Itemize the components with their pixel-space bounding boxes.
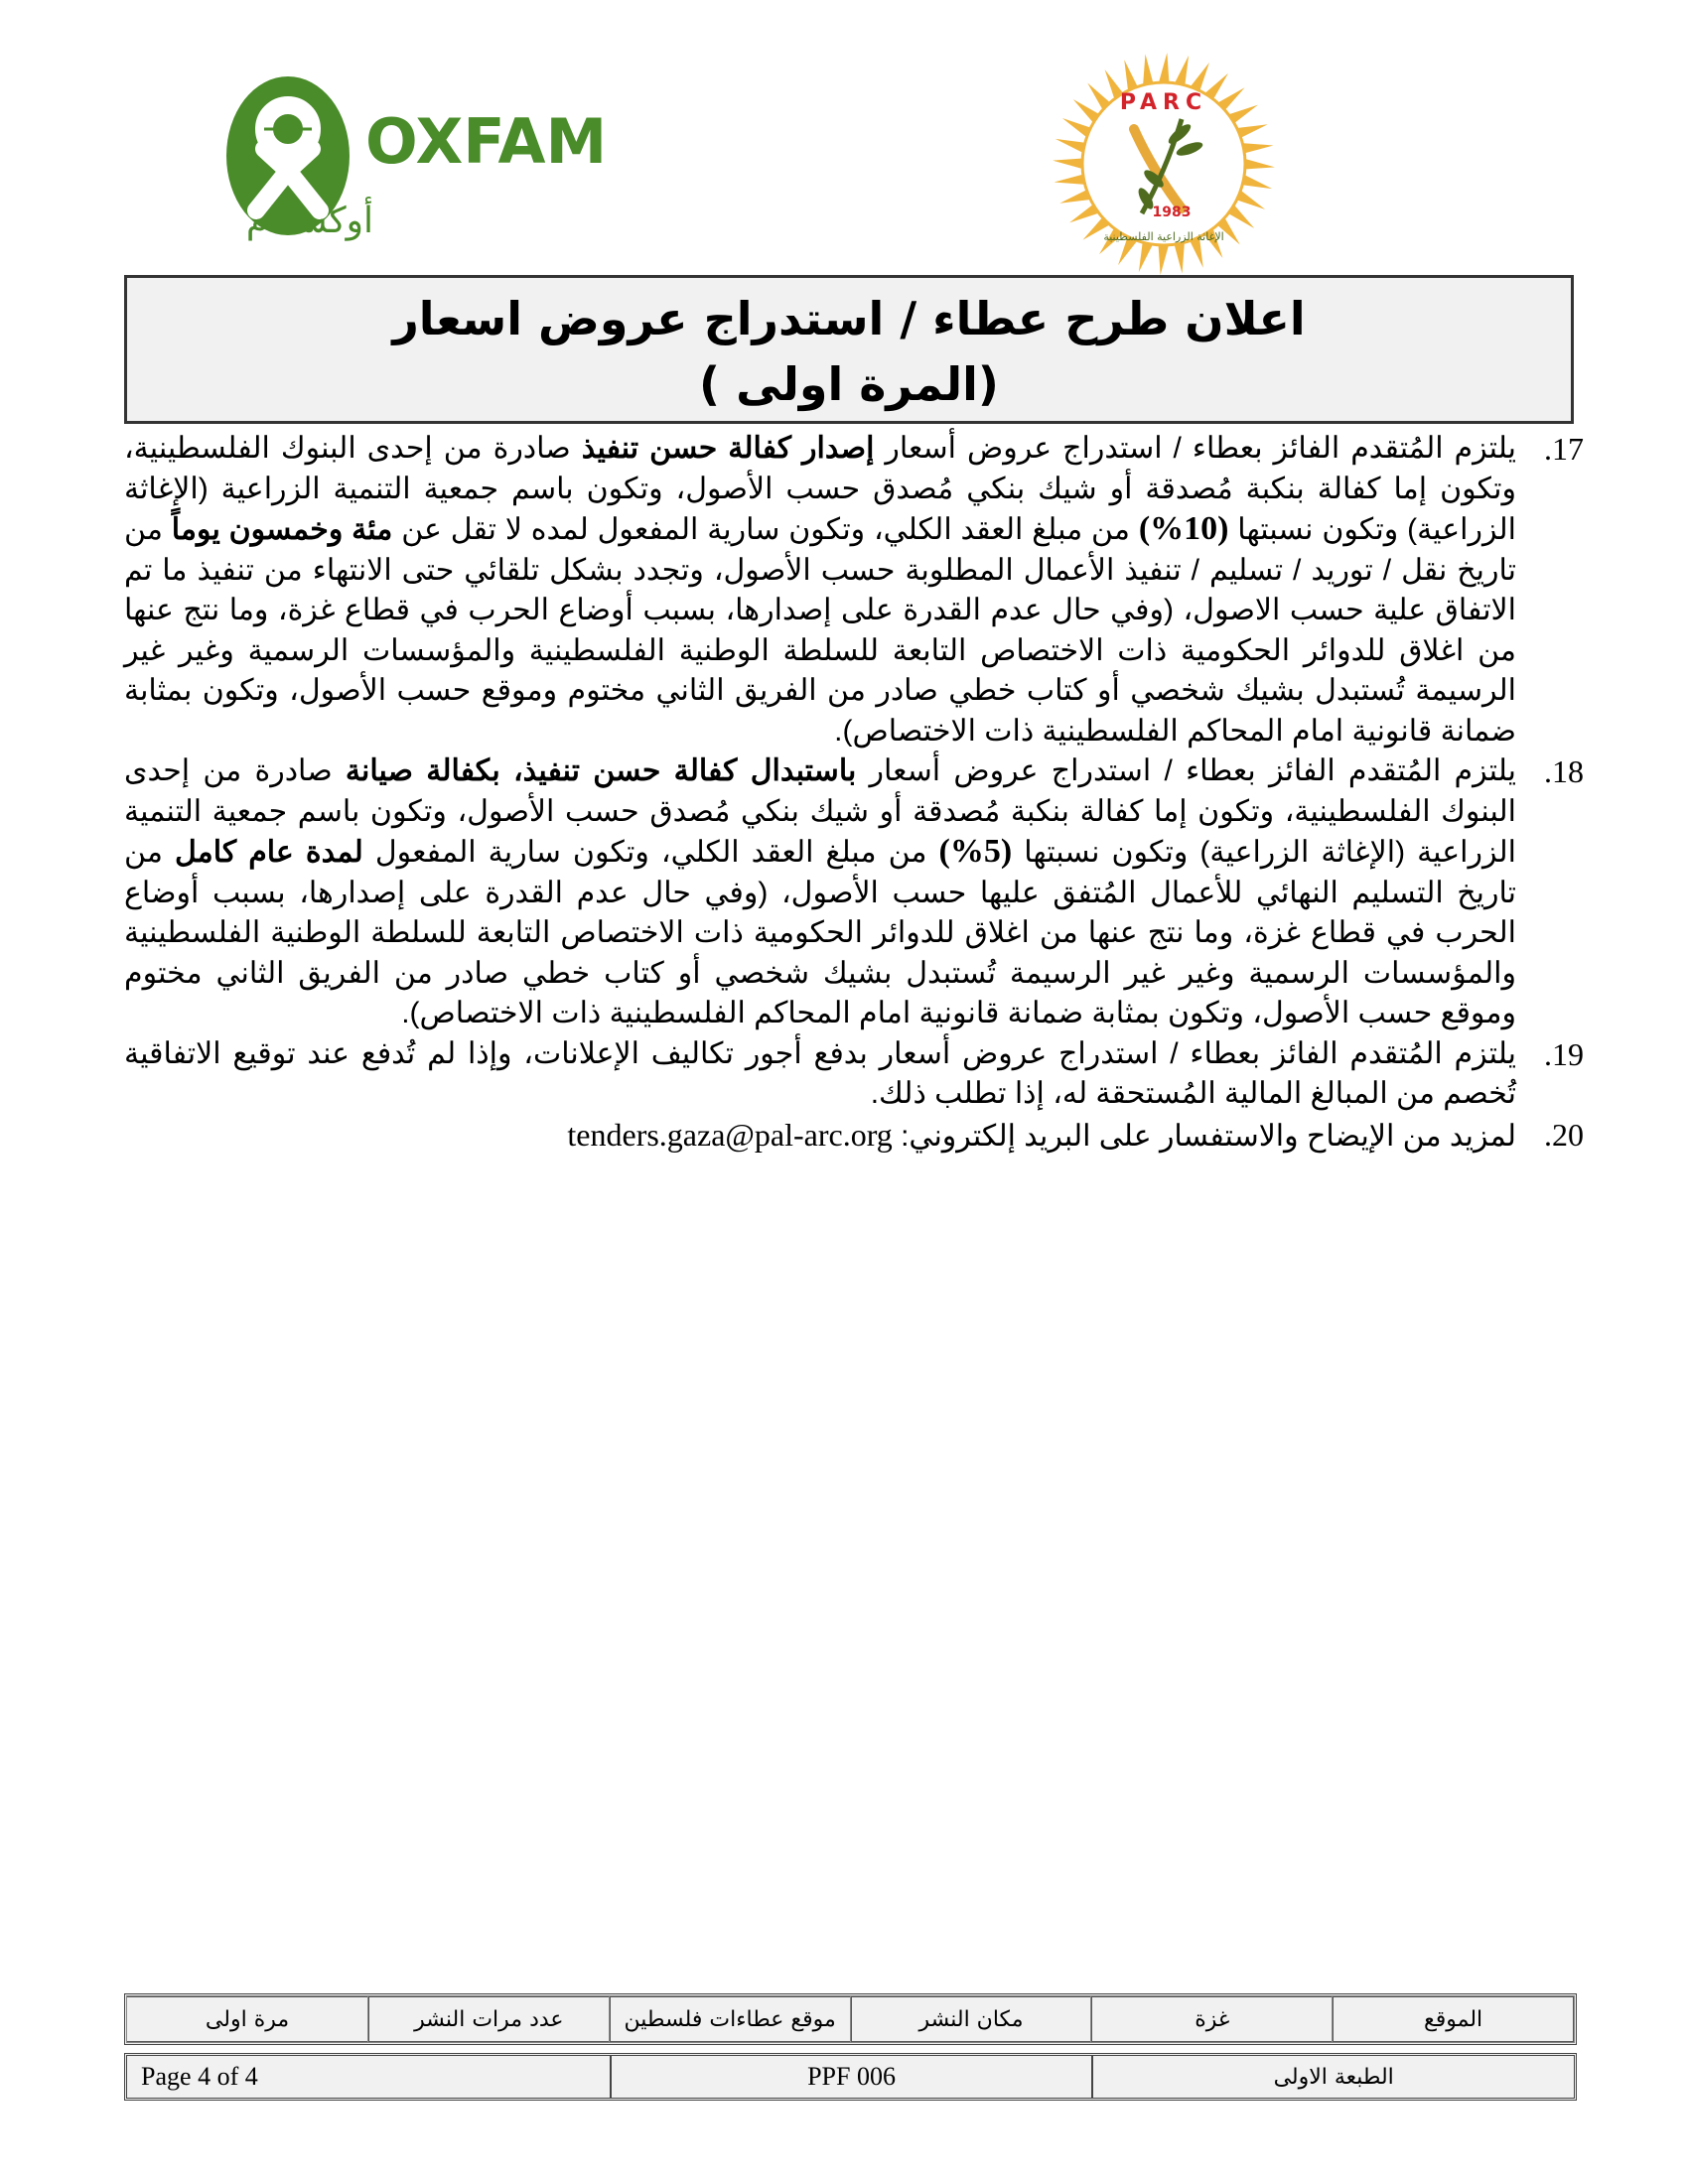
announcement-title: اعلان طرح عطاء / استدراج عروض اسعار <box>392 292 1306 345</box>
parc-logo-graphic <box>1043 50 1286 278</box>
text-segment: يلتزم المُتقدم الفائز بعطاء / استدراج عروض أسعار <box>874 432 1516 465</box>
list-item-text <box>124 751 1516 1034</box>
parc-arabic-name: الإغاثة الزراعية الفلسطينية <box>1103 230 1224 243</box>
sun-ray <box>1243 158 1275 169</box>
list-item-text <box>124 1115 1516 1158</box>
emphasized-text: لمدة عام كامل <box>174 836 363 869</box>
parc-logo <box>1043 50 1286 278</box>
announcement-title-box <box>124 275 1574 424</box>
footer-publication-table <box>124 1993 1577 2045</box>
list-item <box>124 1034 1584 1115</box>
list-item-text <box>124 1034 1516 1115</box>
list-item <box>124 429 1584 751</box>
footer-value-location: غزة <box>1091 1996 1333 2042</box>
footer-value-publish-count: مرة اولى <box>127 1996 368 2042</box>
footer-label-location: الموقع <box>1333 1996 1574 2042</box>
text-segment: من مبلغ العقد الكلي، وتكون سارية المفعول لمده لا تقل عن <box>392 513 1139 546</box>
text-segment: من تاريخ التسليم النهائي للأعمال المُتفق عليها حسب الأصول، (وفي حال عدم القدرة على إصدارها، بسبب أوضاع الحرب في قطاع غزة، وما نتج عنها من اغلاق للدوائر الحكومية ذات الاختصاص التابعة للسلطة الوطنية الفلسطينية والمؤسسات الرسمية وغير غير الرسيمة تُستبدل بشيك شخصي أو كتاب خطي صادر من الفريق الثاني مختوم وموقع حسب الأصول، وتكون بمثابة ضمانة قانونية امام المحاكم الفلسطينية ذات الاختصاص). <box>124 836 1516 1029</box>
emphasized-text: (10%) <box>1138 510 1229 547</box>
emphasized-text: مئة وخمسون يوماً <box>171 513 393 546</box>
text-segment: صادرة من إحدى البنوك الفلسطينية، وتكون إما كفالة بنكبة مُصدقة أو شيك بنكي مُصدق حسب الأصول، وتكون باسم جمعية التنمية الزراعية (الإغاثة الزراعية) وتكون نسبتها <box>124 754 1516 869</box>
list-item-number: .18 <box>1544 753 1584 789</box>
list-item <box>124 1115 1584 1158</box>
footer-label-publish-count: عدد مرات النشر <box>368 1996 610 2042</box>
list-item-text <box>124 429 1516 751</box>
oxfam-logo-graphic <box>226 62 604 250</box>
list-item-number: .17 <box>1544 431 1584 467</box>
oxfam-logo-text: OXFAM <box>365 105 604 178</box>
oxfam-logo <box>226 62 604 250</box>
footer-document-code: PPF 006 <box>610 2056 1092 2098</box>
text-segment: من تاريخ نقل / توريد / تسليم / تنفيذ الأعمال المطلوبة حسب الأصول، وتجدد بشكل تلقائي حتى الانتهاء من تنفيذ ما تم الاتفاق علية حسب الاصول، (وفي حال عدم القدرة على إصدارها، بسبب أوضاع الحرب في قطاع غزة، وما نتج عنها من اغلاق للدوائر الحكومية ذات الاختصاص التابعة للسلطة الوطنية الفلسطينية والمؤسسات الرسمية وغير غير الرسيمة تُستبدل بشيك شخصي أو كتاب خطي صادر من الفريق الثاني مختوم وموقع حسب الأصول، وتكون بمثابة ضمانة قانونية امام المحاكم الفلسطينية ذات الاختصاص). <box>124 513 1516 748</box>
emphasized-text: باستبدال كفالة حسن تنفيذ، بكفالة صيانة <box>345 754 857 787</box>
text-segment: يلتزم المُتقدم الفائز بعطاء / استدراج عروض أسعار <box>856 754 1516 787</box>
footer-label-publish-place: مكان النشر <box>851 1996 1092 2042</box>
emphasized-text: (5%) <box>938 833 1013 870</box>
terms-list <box>124 429 1584 1157</box>
text-segment: لمزيد من الإيضاح والاستفسار على البريد إلكتروني: <box>892 1119 1516 1153</box>
parc-acronym: PARC <box>1119 90 1208 115</box>
footer-page-number: Page 4 of 4 <box>141 2062 258 2091</box>
contact-email-link[interactable]: tenders.gaza@pal-arc.org <box>567 1116 893 1153</box>
list-item-number: .19 <box>1544 1035 1584 1072</box>
list-item <box>124 751 1584 1034</box>
list-item-number: .20 <box>1544 1116 1584 1153</box>
oxfam-logo-arabic-text: أوكسفام <box>245 201 373 241</box>
parc-year: 1983 <box>1152 205 1192 220</box>
text-segment: صادرة من إحدى البنوك الفلسطينية، وتكون إما كفالة بنكبة مُصدقة أو شيك بنكي مُصدق حسب الأصول، وتكون باسم جمعية التنمية الزراعية (الإغاثة الزراعية) وتكون نسبتها <box>124 432 1516 546</box>
footer-document-info <box>124 2053 1577 2101</box>
text-segment: يلتزم المُتقدم الفائز بعطاء / استدراج عروض أسعار بدفع أجور تكاليف الإعلانات، وإذا لم تُدفع عند توقيع الاتفاقية تُخصم من المبالغ المالية المُستحقة له، إذا تطلب ذلك. <box>124 1036 1516 1110</box>
footer-value-publish-place: موقع عطاءات فلسطين <box>610 1996 851 2042</box>
footer-edition: الطبعة الاولى <box>1091 2056 1574 2098</box>
emphasized-text: إصدار كفالة حسن تنفيذ <box>581 432 875 465</box>
sun-ray <box>1053 158 1084 169</box>
sun-ray <box>1158 243 1169 275</box>
sun-ray <box>1158 53 1169 84</box>
text-segment: من مبلغ العقد الكلي، وتكون سارية المفعول <box>362 836 939 869</box>
announcement-subtitle: (المرة اولى ) <box>699 357 999 411</box>
